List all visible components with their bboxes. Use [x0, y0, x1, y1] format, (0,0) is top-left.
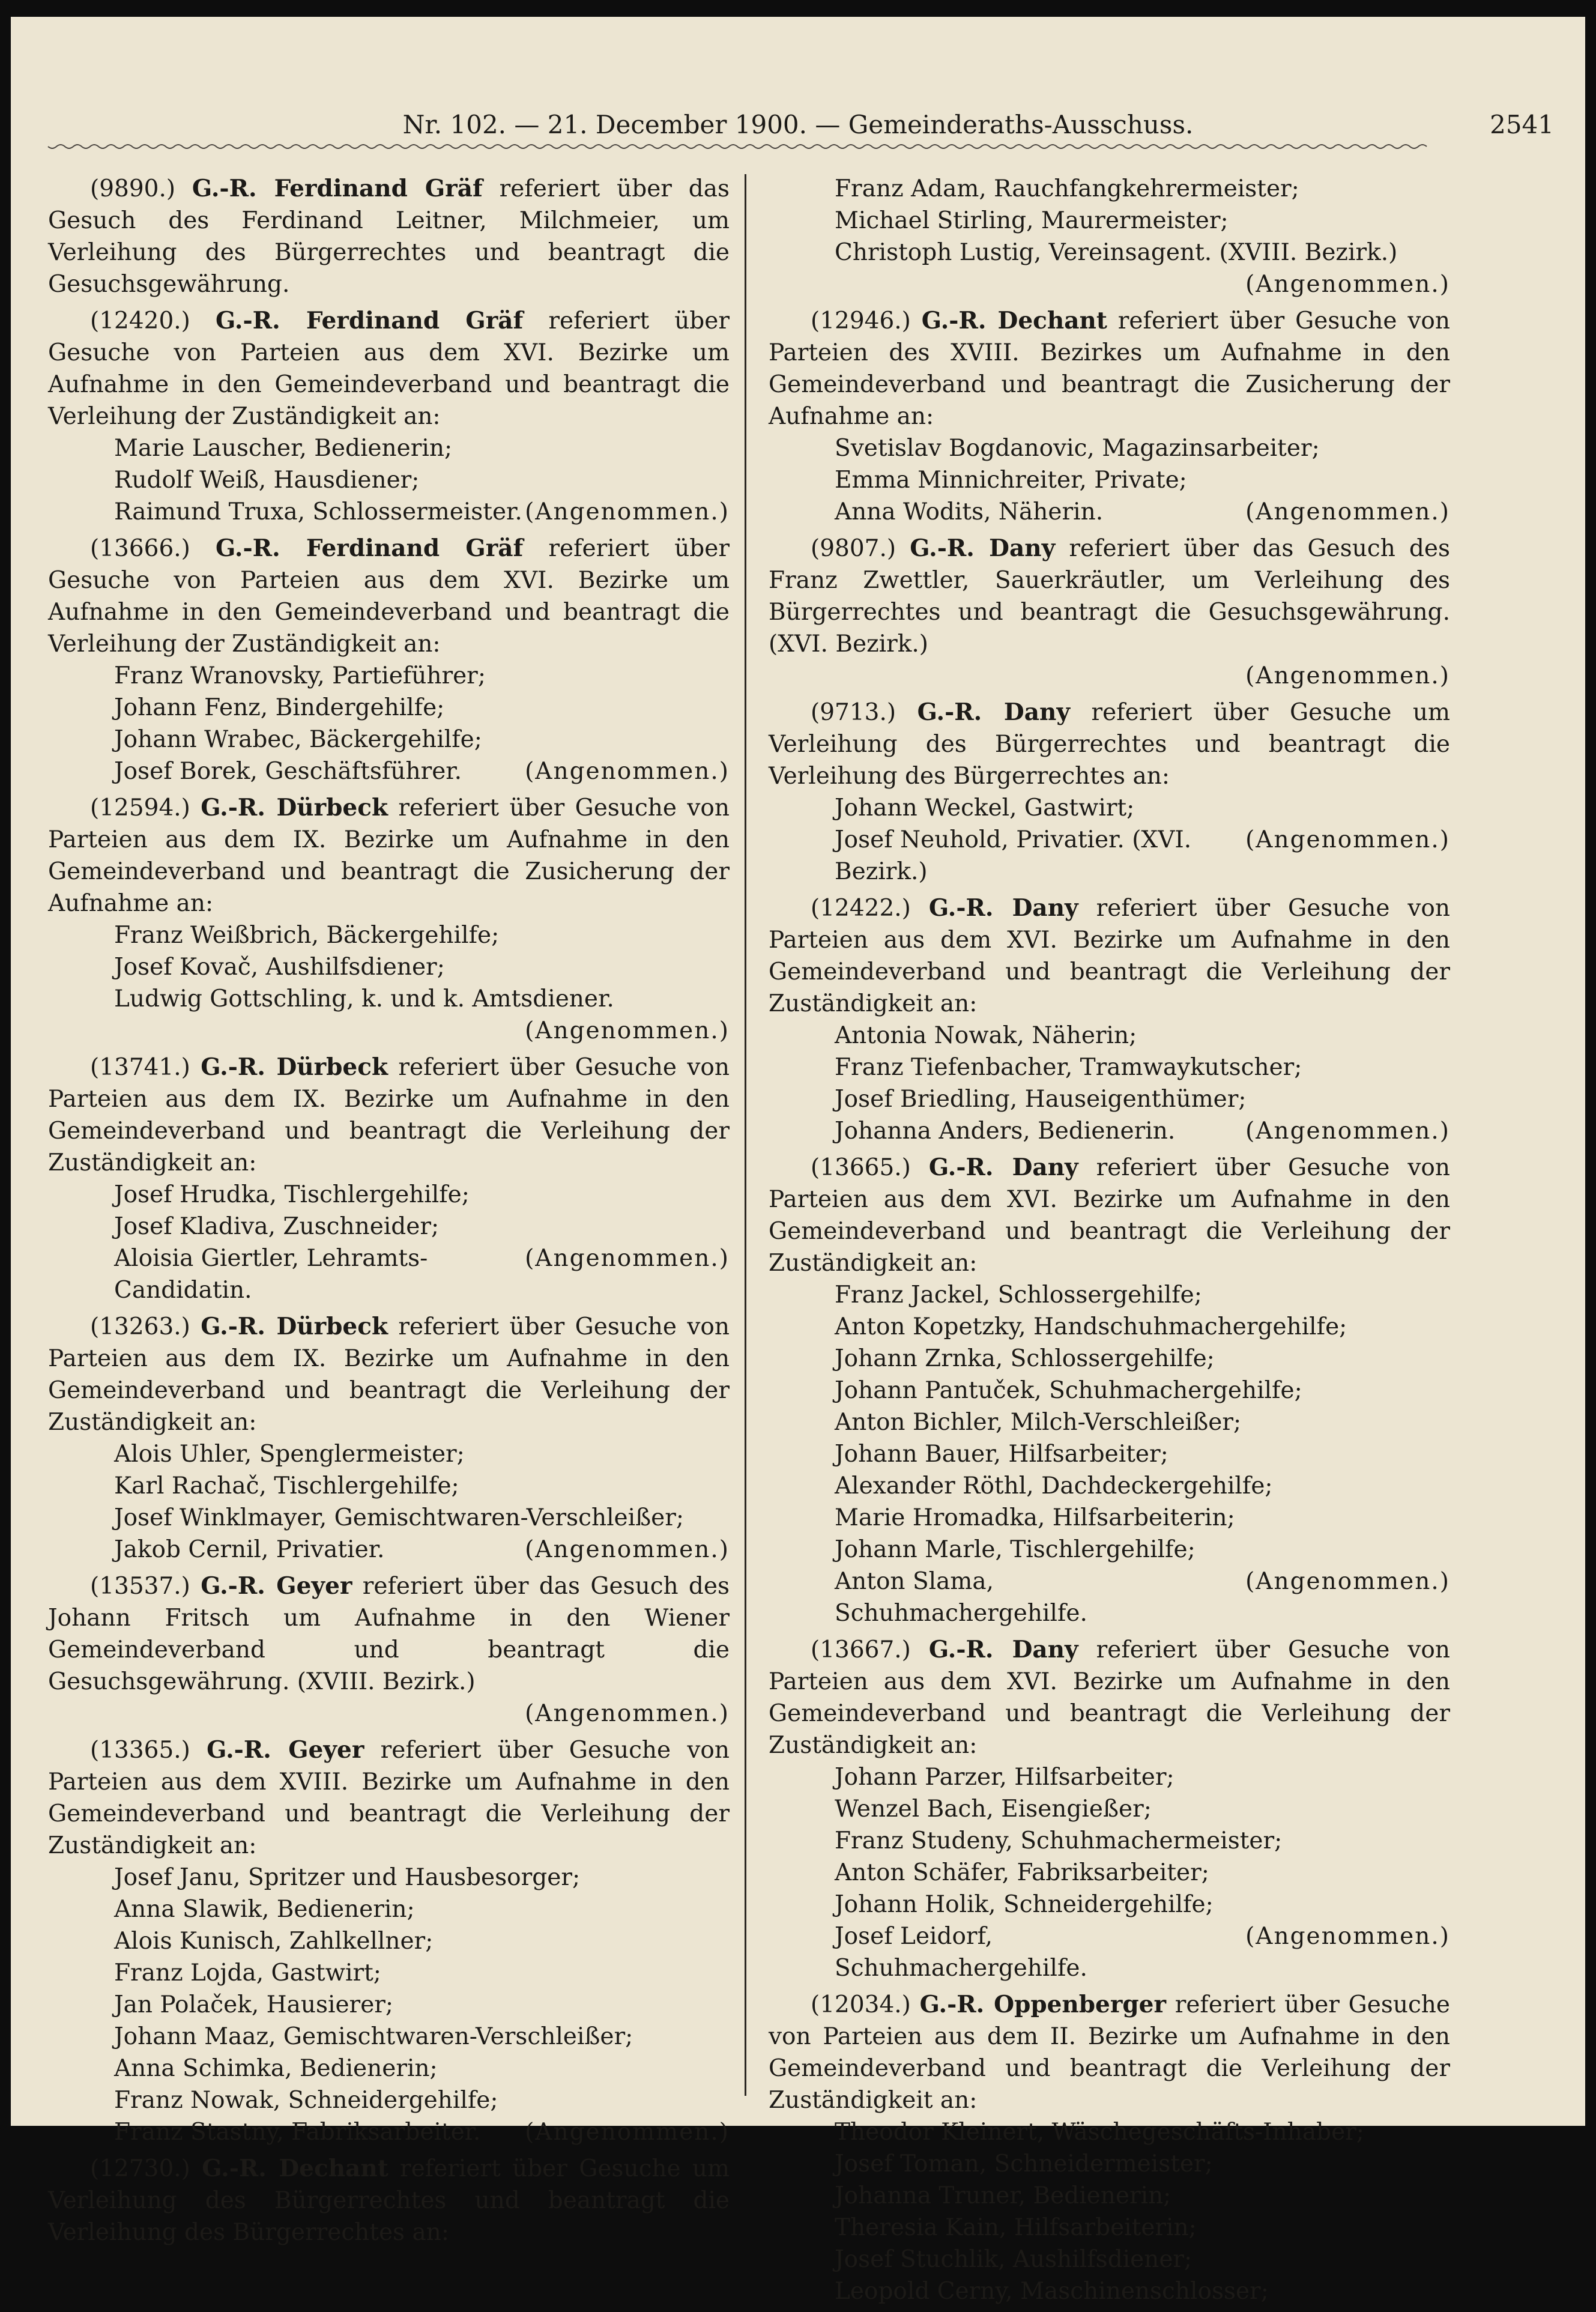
entry-speaker: G.-R. Dany — [917, 698, 1071, 726]
motion-entry — [48, 1311, 730, 1566]
name-entry: Emma Minnichreiter, Private; — [835, 467, 1187, 494]
name-list-item — [769, 1406, 1450, 1438]
name-list-item — [48, 496, 730, 528]
entry-speaker: G.-R. Dürbeck — [201, 1313, 388, 1340]
motion-entry — [769, 892, 1450, 1147]
name-list-item — [769, 1438, 1450, 1470]
entry-result-inline: (Angenommen.) — [1245, 1923, 1450, 1950]
entry-body: referiert über Gesuche von Parteien aus dem XVI. Bezirke um Aufnahme in den Gemeindeverband und beantragt die Verleihung der Zuständigkeit an: — [769, 1636, 1450, 1759]
motion-entry — [769, 533, 1450, 692]
name-list-item — [48, 755, 730, 787]
entry-name-list — [769, 792, 1450, 888]
name-entry: Johann Maaz, Gemischtwaren-Verschleißer; — [114, 2023, 633, 2050]
name-entry: Josef Toman, Schneidermeister; — [835, 2150, 1213, 2177]
name-entry: Franz Tiefenbacher, Tramwaykutscher; — [835, 1054, 1302, 1081]
motion-entry — [48, 305, 730, 528]
motion-entry — [48, 1570, 730, 1729]
entry-speaker: G.-R. Geyer — [207, 1736, 364, 1764]
entry-name-list — [769, 2116, 1450, 2307]
name-list-item — [769, 205, 1450, 237]
name-entry: Johann Pantuček, Schuhmachergehilfe; — [835, 1377, 1302, 1404]
name-list-item — [769, 1857, 1450, 1889]
name-entry: Johann Holik, Schneidergehilfe; — [835, 1891, 1214, 1918]
entry-speaker: G.-R. Dechant — [202, 2155, 388, 2182]
entry-speaker: G.-R. Ferdinand Gräf — [215, 307, 524, 334]
entry-paragraph — [769, 533, 1450, 660]
entry-reference-number: (12420.) — [90, 307, 190, 334]
entry-result-inline: (Angenommen.) — [1245, 1118, 1450, 1145]
name-entry: Franz Adam, Rauchfangkehrermeister; — [835, 175, 1299, 202]
entry-paragraph — [769, 305, 1450, 432]
name-entry: Rudolf Weiß, Hausdiener; — [114, 467, 420, 494]
entry-reference-number: (13365.) — [90, 1737, 190, 1764]
name-entry: Anna Schimka, Bedienerin; — [114, 2055, 438, 2082]
entry-body: referiert über Gesuche um Verleihung des Bürgerrechtes und beantragt die Verleihung des Bürgerrechtes an: — [769, 699, 1450, 790]
entry-name-list — [769, 1279, 1450, 1629]
entry-paragraph — [48, 305, 730, 432]
name-entry: Alois Uhler, Spenglermeister; — [114, 1441, 465, 1468]
entry-name-list — [769, 432, 1450, 528]
name-list-item — [769, 792, 1450, 824]
name-list-item — [769, 496, 1450, 528]
name-entry: Christoph Lustig, Vereinsagent. (XVIII. Bezirk.) — [835, 239, 1398, 266]
entry-name-list — [769, 1761, 1450, 1984]
header-wavy-rule — [48, 141, 1423, 153]
name-list-item — [769, 1793, 1450, 1825]
entry-speaker: G.-R. Dürbeck — [201, 794, 388, 822]
entry-body: referiert über das Gesuch des Ferdinand Leitner, Milchmeier, um Verleihung des Bürgerrechtes und beantragt die Gesuchsgewährung. — [48, 175, 730, 298]
name-list-item — [48, 1211, 730, 1242]
motion-entry — [769, 173, 1450, 300]
entry-result-inline: (Angenommen.) — [1245, 1568, 1450, 1595]
entry-reference-number: (13263.) — [90, 1313, 190, 1340]
name-entry: Svetislav Bogdanovic, Magazinsarbeiter; — [835, 435, 1320, 462]
name-entry: Karl Rachač, Tischlergehilfe; — [114, 1472, 459, 1499]
name-list-item — [48, 2053, 730, 2084]
name-list-item — [48, 724, 730, 755]
name-list-item — [769, 1311, 1450, 1343]
entry-result-inline: (Angenommen.) — [525, 498, 730, 525]
name-entry: Aloisia Giertler, Lehramts-Candidatin. — [114, 1245, 428, 1304]
name-entry: Franz Weißbrich, Bäckergehilfe; — [114, 922, 500, 949]
motion-entry — [769, 1989, 1450, 2307]
name-list-item — [769, 1889, 1450, 1920]
motion-entry — [48, 1734, 730, 2148]
name-list-item — [769, 824, 1450, 888]
entry-reference-number: (12422.) — [811, 895, 911, 922]
name-list-item — [48, 919, 730, 951]
entry-body: referiert über Gesuche von Parteien aus dem II. Bezirke um Aufnahme in den Gemeindeverband und beantragt die Verleihung der Zuständigkeit an: — [769, 1991, 1451, 2114]
name-entry: Johann Bauer, Hilfsarbeiter; — [835, 1441, 1168, 1468]
entry-speaker: G.-R. Geyer — [201, 1572, 352, 1600]
name-list-item — [48, 1862, 730, 1893]
entry-reference-number: (12034.) — [811, 1991, 911, 2018]
motion-entry — [48, 173, 730, 300]
document-page — [11, 17, 1585, 2305]
name-entry: Josef Briedling, Hauseigenthümer; — [835, 1086, 1247, 1113]
name-entry: Alois Kunisch, Zahlkellner; — [114, 1928, 434, 1955]
name-entry: Johann Parzer, Hilfsarbeiter; — [835, 1764, 1174, 1791]
name-list-item — [48, 660, 730, 692]
name-list-item — [48, 1502, 730, 1534]
page-header — [11, 107, 1585, 143]
name-entry: Johann Weckel, Gastwirt; — [835, 794, 1135, 822]
motion-entry — [48, 2153, 730, 2248]
entry-body: referiert über Gesuche von Parteien aus dem XVI. Bezirke um Aufnahme in den Gemeindeverband und beantragt die Verleihung der Zuständigkeit an: — [48, 535, 730, 658]
motion-entry — [769, 1152, 1450, 1629]
name-list-item — [48, 1470, 730, 1502]
entry-reference-number: (9807.) — [811, 535, 896, 562]
entry-reference-number: (12594.) — [90, 794, 190, 822]
name-entry: Anton Slama, Schuhmachergehilfe. — [835, 1568, 1087, 1627]
entry-reference-number: (13665.) — [811, 1154, 911, 1181]
entry-name-list — [48, 432, 730, 528]
name-entry: Franz Lojda, Gastwirt; — [114, 1959, 381, 1987]
entry-name-list — [769, 1020, 1450, 1147]
entry-name-list — [48, 1862, 730, 2148]
entry-speaker: G.-R. Dechant — [921, 307, 1107, 334]
entry-name-list — [48, 1179, 730, 1306]
name-list-item — [48, 1957, 730, 1989]
entry-result-inline: (Angenommen.) — [525, 1245, 730, 1272]
name-entry: Theresia Kain, Hilfsarbeiterin; — [835, 2214, 1197, 2241]
name-list-item — [769, 2244, 1450, 2275]
name-list-item — [48, 1989, 730, 2021]
entry-result-note: (Angenommen.) — [1245, 662, 1450, 689]
name-entry: Franz Jackel, Schlossergehilfe; — [835, 1282, 1202, 1309]
entry-speaker: G.-R. Oppenberger — [919, 1991, 1167, 2018]
entry-speaker: G.-R. Dürbeck — [201, 1053, 388, 1081]
entry-result-inline: (Angenommen.) — [1245, 826, 1450, 853]
entry-body: referiert über Gesuche von Parteien aus dem IX. Bezirke um Aufnahme in den Gemeindeverband und beantragt die Verleihung der Zuständigkeit an: — [48, 1313, 730, 1436]
entry-reference-number: (9713.) — [811, 699, 896, 726]
motion-entry — [48, 533, 730, 787]
name-list-item — [48, 1925, 730, 1957]
entry-reference-number: (13741.) — [90, 1054, 190, 1081]
motion-entry — [48, 792, 730, 1047]
name-list-item — [769, 1825, 1450, 1857]
entry-paragraph — [769, 1989, 1450, 2116]
entry-body: referiert über Gesuche von Parteien aus dem XVI. Bezirke um Aufnahme in den Gemeindeverband und beantragt die Verleihung der Zuständigkeit an: — [769, 1154, 1450, 1277]
name-entry: Franz Nowak, Schneidergehilfe; — [114, 2087, 498, 2114]
name-entry: Raimund Truxa, Schlossermeister. — [114, 498, 522, 525]
name-entry: Leopold Cerny, Maschinenschlosser; — [835, 2278, 1269, 2305]
name-list-item — [769, 173, 1450, 205]
name-entry: Michael Stirling, Maurermeister; — [835, 207, 1229, 234]
name-list-item — [769, 432, 1450, 464]
name-entry: Johanna Anders, Bedienerin. — [835, 1118, 1176, 1145]
entry-body: referiert über Gesuche von Parteien aus dem IX. Bezirke um Aufnahme in den Gemeindeverband und beantragt die Verleihung der Zuständigkeit an: — [48, 1054, 730, 1176]
name-entry: Ludwig Gottschling, k. und k. Amtsdiener. — [114, 985, 614, 1012]
entry-body: referiert über Gesuche von Parteien aus dem XVI. Bezirke um Aufnahme in den Gemeindeverband und beantragt die Verleihung der Zuständigkeit an: — [48, 307, 730, 430]
entry-speaker: G.-R. Dany — [928, 894, 1078, 922]
entry-paragraph — [48, 792, 730, 919]
entry-speaker: G.-R. Ferdinand Gräf — [192, 175, 483, 202]
entry-result-note: (Angenommen.) — [525, 1700, 730, 1727]
name-entry: Marie Lauscher, Bedienerin; — [114, 435, 453, 462]
name-list-item — [48, 1438, 730, 1470]
name-entry: Johann Marle, Tischlergehilfe; — [835, 1536, 1195, 1563]
name-list-item — [48, 1893, 730, 1925]
entry-result-inline: (Angenommen.) — [525, 1536, 730, 1563]
entry-speaker: G.-R. Dany — [928, 1636, 1078, 1663]
entry-reference-number: (12946.) — [811, 307, 911, 334]
name-list-item — [48, 432, 730, 464]
entry-reference-number: (13537.) — [90, 1573, 190, 1600]
entry-body: referiert über Gesuche von Parteien aus dem IX. Bezirke um Aufnahme in den Gemeindeverband und beantragt die Zusicherung der Aufnahme an: — [48, 794, 730, 917]
entry-paragraph — [48, 1052, 730, 1179]
entry-reference-number: (13666.) — [90, 535, 190, 562]
name-entry: Jan Polaček, Hausierer; — [114, 1991, 394, 2018]
name-list-item — [48, 951, 730, 983]
entry-body: referiert über Gesuche von Parteien aus dem XVIII. Bezirke um Aufnahme in den Gemeindeverband und beantragt die Verleihung der Zuständigkeit an: — [48, 1737, 730, 1859]
name-list-item — [769, 1343, 1450, 1375]
name-entry: Franz Studeny, Schuhmachermeister; — [835, 1827, 1283, 1854]
entry-reference-number: (12730.) — [90, 2155, 190, 2182]
name-entry: Johann Wrabec, Bäckergehilfe; — [114, 726, 482, 753]
entry-paragraph — [769, 697, 1450, 792]
entry-paragraph — [48, 173, 730, 300]
name-entry: Marie Hromadka, Hilfsarbeiterin; — [835, 1504, 1235, 1531]
name-list-item — [48, 1534, 730, 1566]
name-entry: Franz Wranovsky, Partieführer; — [114, 662, 486, 689]
entry-paragraph — [48, 533, 730, 660]
name-entry: Josef Stuchlik, Aushilfsdiener; — [835, 2246, 1192, 2273]
name-entry: Alexander Röthl, Dachdeckergehilfe; — [835, 1472, 1273, 1499]
entry-speaker: G.-R. Dany — [910, 534, 1056, 562]
name-entry: Johann Fenz, Bindergehilfe; — [114, 694, 445, 721]
name-entry: Jakob Cernil, Privatier. — [114, 1536, 385, 1563]
entry-paragraph — [769, 1152, 1450, 1279]
name-entry: Josef Winklmayer, Gemischtwaren-Verschleißer; — [114, 1504, 685, 1531]
name-list-item — [769, 1279, 1450, 1311]
name-list-item — [48, 983, 730, 1015]
name-list-item — [769, 464, 1450, 496]
entry-result-inline: (Angenommen.) — [525, 2119, 730, 2146]
entry-paragraph — [48, 2153, 730, 2248]
name-entry: Anton Schäfer, Fabriksarbeiter; — [835, 1859, 1209, 1886]
name-list-item — [769, 1502, 1450, 1534]
name-entry: Antonia Nowak, Näherin; — [835, 1022, 1137, 1049]
name-list-item — [769, 1761, 1450, 1793]
right-column — [769, 173, 1450, 2312]
motion-entry — [769, 1634, 1450, 1984]
name-entry: Anna Wodits, Näherin. — [835, 498, 1104, 525]
name-entry: Josef Kovač, Aushilfsdiener; — [114, 954, 445, 981]
name-entry: Josef Janu, Spritzer und Hausbesorger; — [114, 1864, 581, 1891]
name-entry: Anton Kopetzky, Handschuhmachergehilfe; — [835, 1313, 1347, 1340]
entry-name-list — [48, 660, 730, 787]
name-list-item — [769, 1566, 1450, 1629]
name-list-item — [769, 1052, 1450, 1083]
name-entry: Josef Kladiva, Zuschneider; — [114, 1213, 440, 1240]
entry-body: referiert über das Gesuch des Johann Fritsch um Aufnahme in den Wiener Gemeindeverband und beantragt die Gesuchsgewährung. (XVIII. Bezirk.) — [48, 1573, 730, 1695]
name-list-item — [769, 1020, 1450, 1052]
entry-body: referiert über Gesuche von Parteien des XVIII. Bezirkes um Aufnahme in den Gemeindeverband und beantragt die Zusicherung der Aufnahme an: — [769, 307, 1451, 430]
name-list-item — [769, 2116, 1450, 2148]
name-entry: Josef Borek, Geschäftsführer. — [114, 758, 462, 785]
name-list-item — [769, 2180, 1450, 2212]
entry-paragraph — [769, 892, 1450, 1020]
entry-paragraph — [48, 1570, 730, 1698]
entry-name-list — [48, 919, 730, 1015]
name-list-item — [48, 2084, 730, 2116]
name-list-item — [769, 237, 1450, 268]
entry-name-list — [48, 1438, 730, 1566]
name-list-item — [769, 2275, 1450, 2307]
entry-result-inline: (Angenommen.) — [525, 758, 730, 785]
entry-reference-number: (9890.) — [90, 175, 176, 202]
name-entry: Wenzel Bach, Eisengießer; — [835, 1796, 1152, 1823]
entry-speaker: G.-R. Ferdinand Gräf — [215, 534, 524, 562]
name-list-item — [769, 1920, 1450, 1984]
name-entry: Franz Stastny, Fabriksarbeiter. — [114, 2119, 481, 2146]
name-entry: Josef Hrudka, Tischlergehilfe; — [114, 1181, 470, 1208]
name-list-item — [769, 1083, 1450, 1115]
entry-name-list — [769, 173, 1450, 268]
entry-speaker: G.-R. Dany — [928, 1154, 1078, 1181]
name-entry: Johanna Truner, Bedienerin; — [835, 2182, 1171, 2209]
page-number: 2541 — [1490, 110, 1554, 139]
entry-body: referiert über Gesuche von Parteien aus dem XVI. Bezirke um Aufnahme in den Gemeindeverband und beantragt die Verleihung der Zuständigkeit an: — [769, 895, 1450, 1017]
name-list-item — [48, 1242, 730, 1306]
name-entry: Josef Leidorf, Schuhmachergehilfe. — [835, 1923, 1087, 1982]
name-list-item — [48, 2021, 730, 2053]
name-list-item — [48, 2116, 730, 2148]
name-list-item — [769, 1470, 1450, 1502]
name-list-item — [48, 692, 730, 724]
entry-result-inline: (Angenommen.) — [1245, 498, 1450, 525]
entry-body: referiert über das Gesuch des Franz Zwettler, Sauerkräutler, um Verleihung des Bürgerrechtes und beantragt die Gesuchsgewährung. (XVI. Bezirk.) — [769, 535, 1450, 658]
entry-paragraph — [48, 1734, 730, 1862]
name-list-item — [769, 2148, 1450, 2180]
motion-entry — [769, 697, 1450, 888]
motion-entry — [48, 1052, 730, 1306]
name-entry: Josef Neuhold, Privatier. (XVI. Bezirk.) — [835, 826, 1192, 885]
left-column — [48, 173, 730, 2253]
column-divider — [745, 174, 746, 2096]
name-list-item — [769, 1115, 1450, 1147]
name-list-item — [48, 464, 730, 496]
entry-body: referiert über Gesuche um Verleihung des Bürgerrechtes und beantragt die Verleihung des Bürgerrechtes an: — [48, 2155, 730, 2246]
name-list-item — [769, 2212, 1450, 2244]
entry-result-note: (Angenommen.) — [1245, 271, 1450, 298]
name-list-item — [769, 1375, 1450, 1406]
name-entry: Anton Bichler, Milch-Verschleißer; — [835, 1409, 1242, 1436]
name-list-item — [769, 1534, 1450, 1566]
motion-entry — [769, 305, 1450, 528]
name-list-item — [48, 1179, 730, 1211]
entry-result-note: (Angenommen.) — [525, 1017, 730, 1044]
header-title: Nr. 102. — 21. December 1900. — Gemeinderaths-Ausschuss. — [402, 110, 1194, 139]
entry-reference-number: (13667.) — [811, 1636, 911, 1663]
entry-paragraph — [48, 1311, 730, 1438]
name-entry: Johann Zrnka, Schlossergehilfe; — [835, 1345, 1215, 1372]
entry-paragraph — [769, 1634, 1450, 1761]
name-entry: Theodor Kleinert, Wäschegeschäfts-Inhaber; — [835, 2119, 1364, 2146]
name-entry: Anna Slawik, Bedienerin; — [114, 1896, 415, 1923]
